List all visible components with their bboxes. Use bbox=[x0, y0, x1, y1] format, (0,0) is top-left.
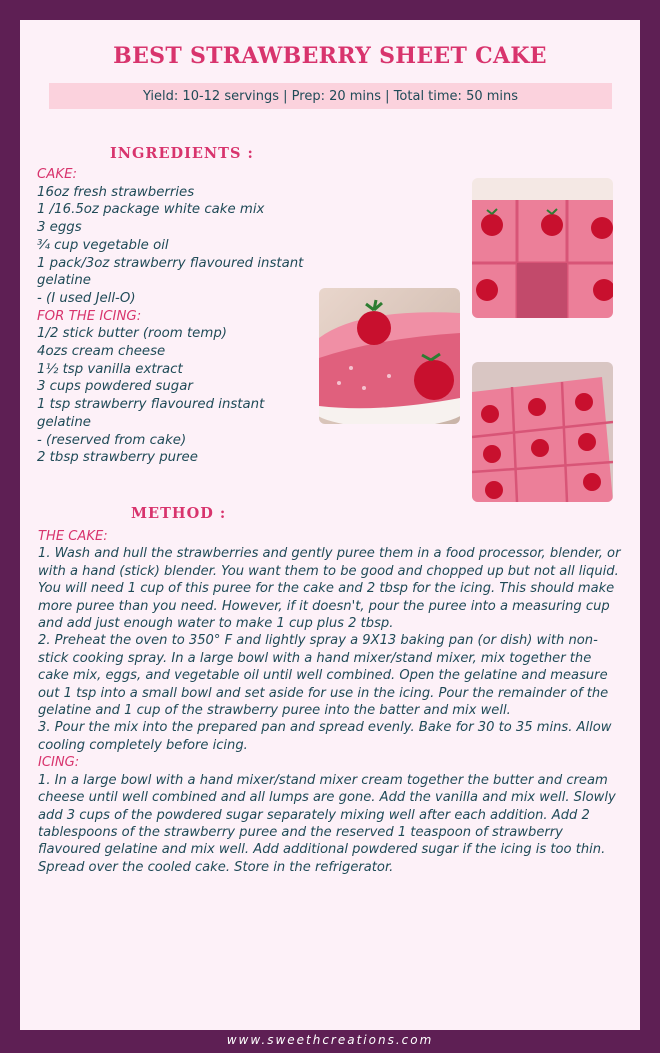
method-step: 1. In a large bowl with a hand mixer/stand mixer cream together the butter and cream cheese until well combined and all lumps are gone. Add the vanilla and mix well. Slowly add 3 cups of the powdered sugar separately mixing well after each addition. Add 2 tablespoons of the strawberry puree and the reserved 1 teaspoon of strawberry flavoured gelatine and mix well. Add additional powdered sugar if the icing is too thin. Spread over the cooled cake. Store in the refrigerator. bbox=[38, 772, 616, 875]
ingredient-item: 1 tsp strawberry flavoured instant gelatine bbox=[37, 397, 265, 430]
yield-text: Yield: 10-12 servings | Prep: 20 mins | Total time: 50 mins bbox=[142, 88, 519, 104]
ingredient-item: - (reserved from cake) bbox=[37, 432, 187, 448]
ingredient-item: 4ozs cream cheese bbox=[37, 344, 166, 360]
yield-bar bbox=[49, 83, 612, 109]
cake-squares-photo-top bbox=[472, 178, 613, 318]
ingredient-item: 2 tbsp strawberry puree bbox=[37, 450, 198, 466]
icing-ingredients bbox=[37, 325, 307, 467]
cake-ingredients bbox=[37, 184, 307, 308]
method-step: 2. Preheat the oven to 350° F and lightly spray a 9X13 baking pan (or dish) with non-stick cooking spray. In a large bowl with a hand mixer/stand mixer, mix together the cake mix, eggs, and vegetable oil until well combined. Open the gelatine and measure out 1 tsp into a small bowl and set aside for use in the icing. Pour the remainder of the gelatine and 1 cup of the strawberry puree into the batter and mix well. bbox=[38, 633, 609, 719]
ingredient-item: 1/2 stick butter (room temp) bbox=[37, 326, 227, 342]
icing-label: FOR THE ICING: bbox=[37, 308, 142, 324]
method-heading: METHOD : bbox=[131, 505, 227, 522]
cake-steps bbox=[38, 545, 623, 754]
ingredient-item: 1½ tsp vanilla extract bbox=[37, 361, 183, 377]
recipe-title: BEST STRAWBERRY SHEET CAKE bbox=[113, 43, 547, 69]
method-step: 1. Wash and hull the strawberries and gently puree them in a food processor, blender, or with a hand (stick) blender. You want them to be good and chopped up but not all liquid. You will need 1 cup of this puree for the cake and 2 tbsp for the icing. This should make more puree than you need. However, if it doesn't, pour the puree into a measuring cup and add just enough water to make 1 cup plus 2 tbsp. bbox=[38, 546, 621, 632]
method-cake-label: THE CAKE: bbox=[38, 529, 108, 544]
ingredients-list bbox=[37, 166, 307, 467]
ingredient-item: 1 /16.5oz package white cake mix bbox=[37, 202, 265, 218]
icing-steps bbox=[38, 772, 623, 876]
method-step: 3. Pour the mix into the prepared pan and spread evenly. Bake for 30 to 35 mins. Allow cooling completely before icing. bbox=[38, 720, 612, 753]
method-section bbox=[38, 528, 623, 876]
ingredient-item: 1 pack/3oz strawberry flavoured instant gelatine bbox=[37, 255, 304, 289]
cake-slice-photo bbox=[319, 288, 460, 424]
ingredients-heading: INGREDIENTS : bbox=[110, 145, 254, 162]
cake-label: CAKE: bbox=[37, 167, 77, 182]
method-icing-label: ICING: bbox=[38, 755, 80, 771]
ingredient-item: 3 cups powdered sugar bbox=[37, 379, 193, 395]
ingredient-item: 16oz fresh strawberries bbox=[37, 184, 195, 200]
ingredient-item: - (I used Jell-O) bbox=[37, 290, 136, 306]
website-footer: www.sweethcreations.com bbox=[226, 1033, 434, 1047]
ingredient-item: 3 eggs bbox=[37, 220, 82, 236]
cake-squares-photo-bottom bbox=[472, 362, 613, 502]
ingredient-item: ¾ cup vegetable oil bbox=[37, 237, 169, 253]
